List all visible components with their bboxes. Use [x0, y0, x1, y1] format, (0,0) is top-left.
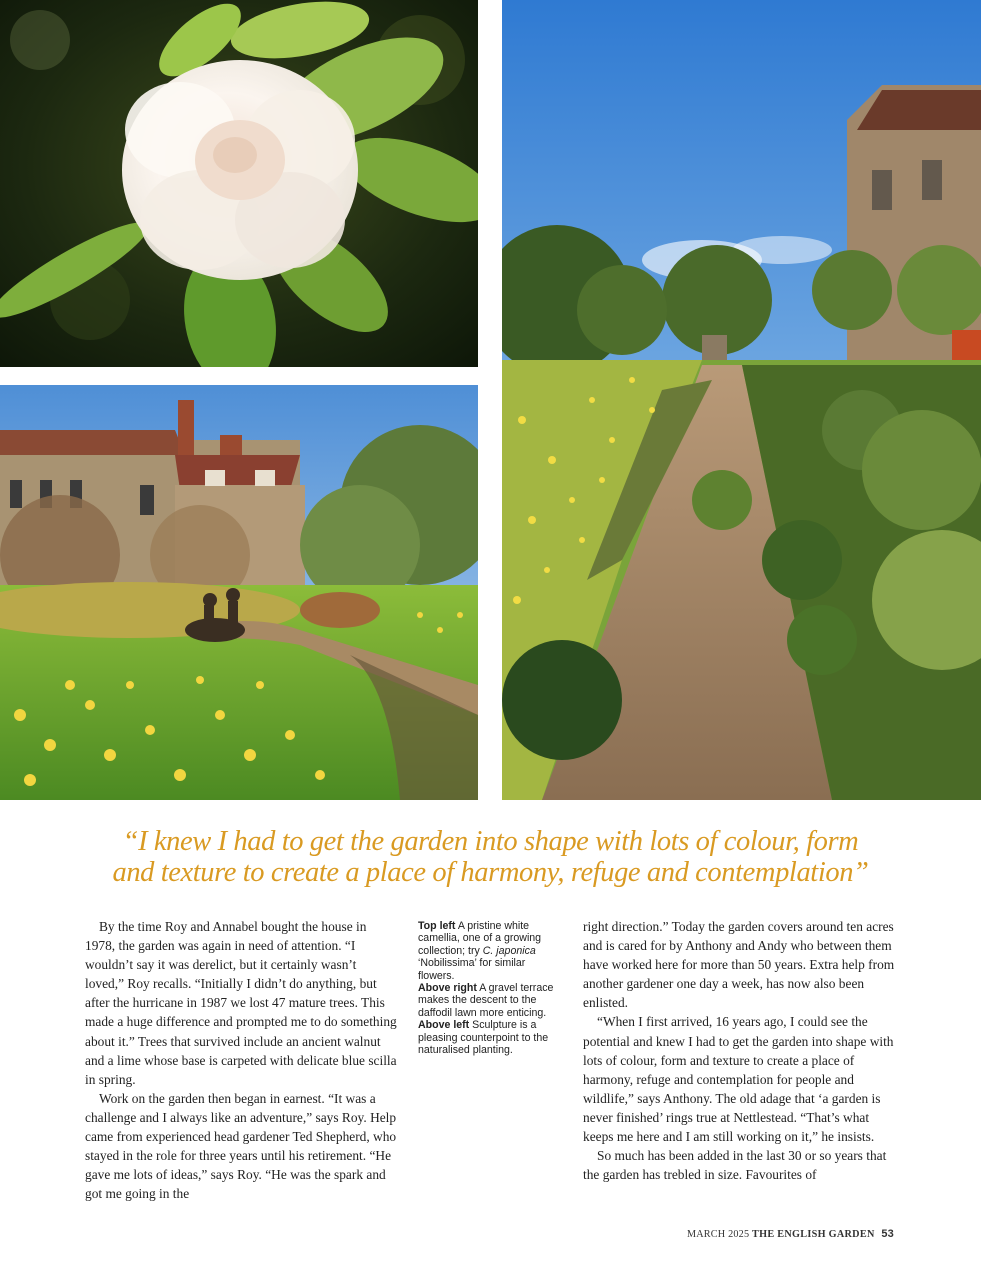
pull-quote-line-1: “I knew I had to get the garden into shape with lots of colour, form: [122, 826, 859, 857]
camellia-photo: [0, 0, 478, 367]
body-column-left: [85, 917, 397, 1203]
caption-text: A pristine white camellia, one of a growing collection; try: [418, 920, 542, 957]
photo-captions: [418, 920, 564, 1056]
caption-label: Top left: [418, 920, 456, 932]
caption-italic: C. japonica: [482, 944, 536, 957]
body-paragraph: So much has been added in the last 30 or so years that the garden has trebled in size. Favourites of: [583, 1148, 887, 1183]
page-footer: [687, 1228, 894, 1240]
caption-above-right: [418, 982, 564, 1019]
body-paragraph: By the time Roy and Annabel bought the house in 1978, the garden was again in need of attention. “I wouldn’t say it was derelict, but it certainly wasn’t loved,” Roy recalls. “Initially I didn’t do anything, but after the hurricane in 1987 we lost 47 mature trees. This made a huge difference and prompted me to do something about it.” Trees that survived include an ancient walnut and a lime whose base is carpeted with delicate blue scilla in spring.: [85, 919, 397, 1087]
footer-date: MARCH 2025: [686, 1229, 750, 1240]
caption-text: A gravel terrace makes the descent to the daffodil lawn more enticing.: [418, 982, 554, 1019]
house-sculpture-photo: [0, 385, 478, 800]
body-paragraph: right direction.” Today the garden covers around ten acres and is cared for by Anthony and Andy who between them have worked here for more than 50 years. Extra help from another gardener one day a week, has now also been enlisted.: [583, 919, 895, 1011]
body-paragraph: Work on the garden then began in earnest. “It was a challenge and I always like an adventure,” says Roy. Help came from experienced head gardener Ted Shepherd, who stayed in the role for three years until his retirement. “He gave me lots of ideas,” says Roy. “He was the spark and got me going in the: [85, 1090, 397, 1202]
caption-text: ‘Nobilissima’ for similar flowers.: [418, 957, 526, 982]
pull-quote-line-2: and texture to create a place of harmony, refuge and contemplation”: [112, 857, 869, 888]
page-number: 53: [881, 1228, 894, 1240]
caption-top-left: [418, 920, 564, 982]
footer-magazine-title: THE ENGLISH GARDEN: [752, 1229, 875, 1240]
pull-quote: [60, 826, 921, 888]
caption-text: Sculpture is a pleasing counterpoint to the naturalised planting.: [418, 1019, 549, 1057]
caption-label: Above left: [418, 1019, 470, 1032]
body-column-right: [583, 917, 895, 1184]
caption-above-left: [418, 1019, 564, 1056]
caption-label: Above right: [418, 982, 477, 995]
gravel-terrace-photo: [502, 0, 981, 800]
body-paragraph: “When I first arrived, 16 years ago, I could see the potential and knew I had to get the garden into shape with lots of colour, form and texture to create a place of harmony, refuge and contemplation for people and wildlife,” says Anthony. The old adage that ‘a garden is never finished’ rings true at Nettlestead. “That’s what keeps me here and I am still working on it,” he insists.: [583, 1014, 894, 1145]
